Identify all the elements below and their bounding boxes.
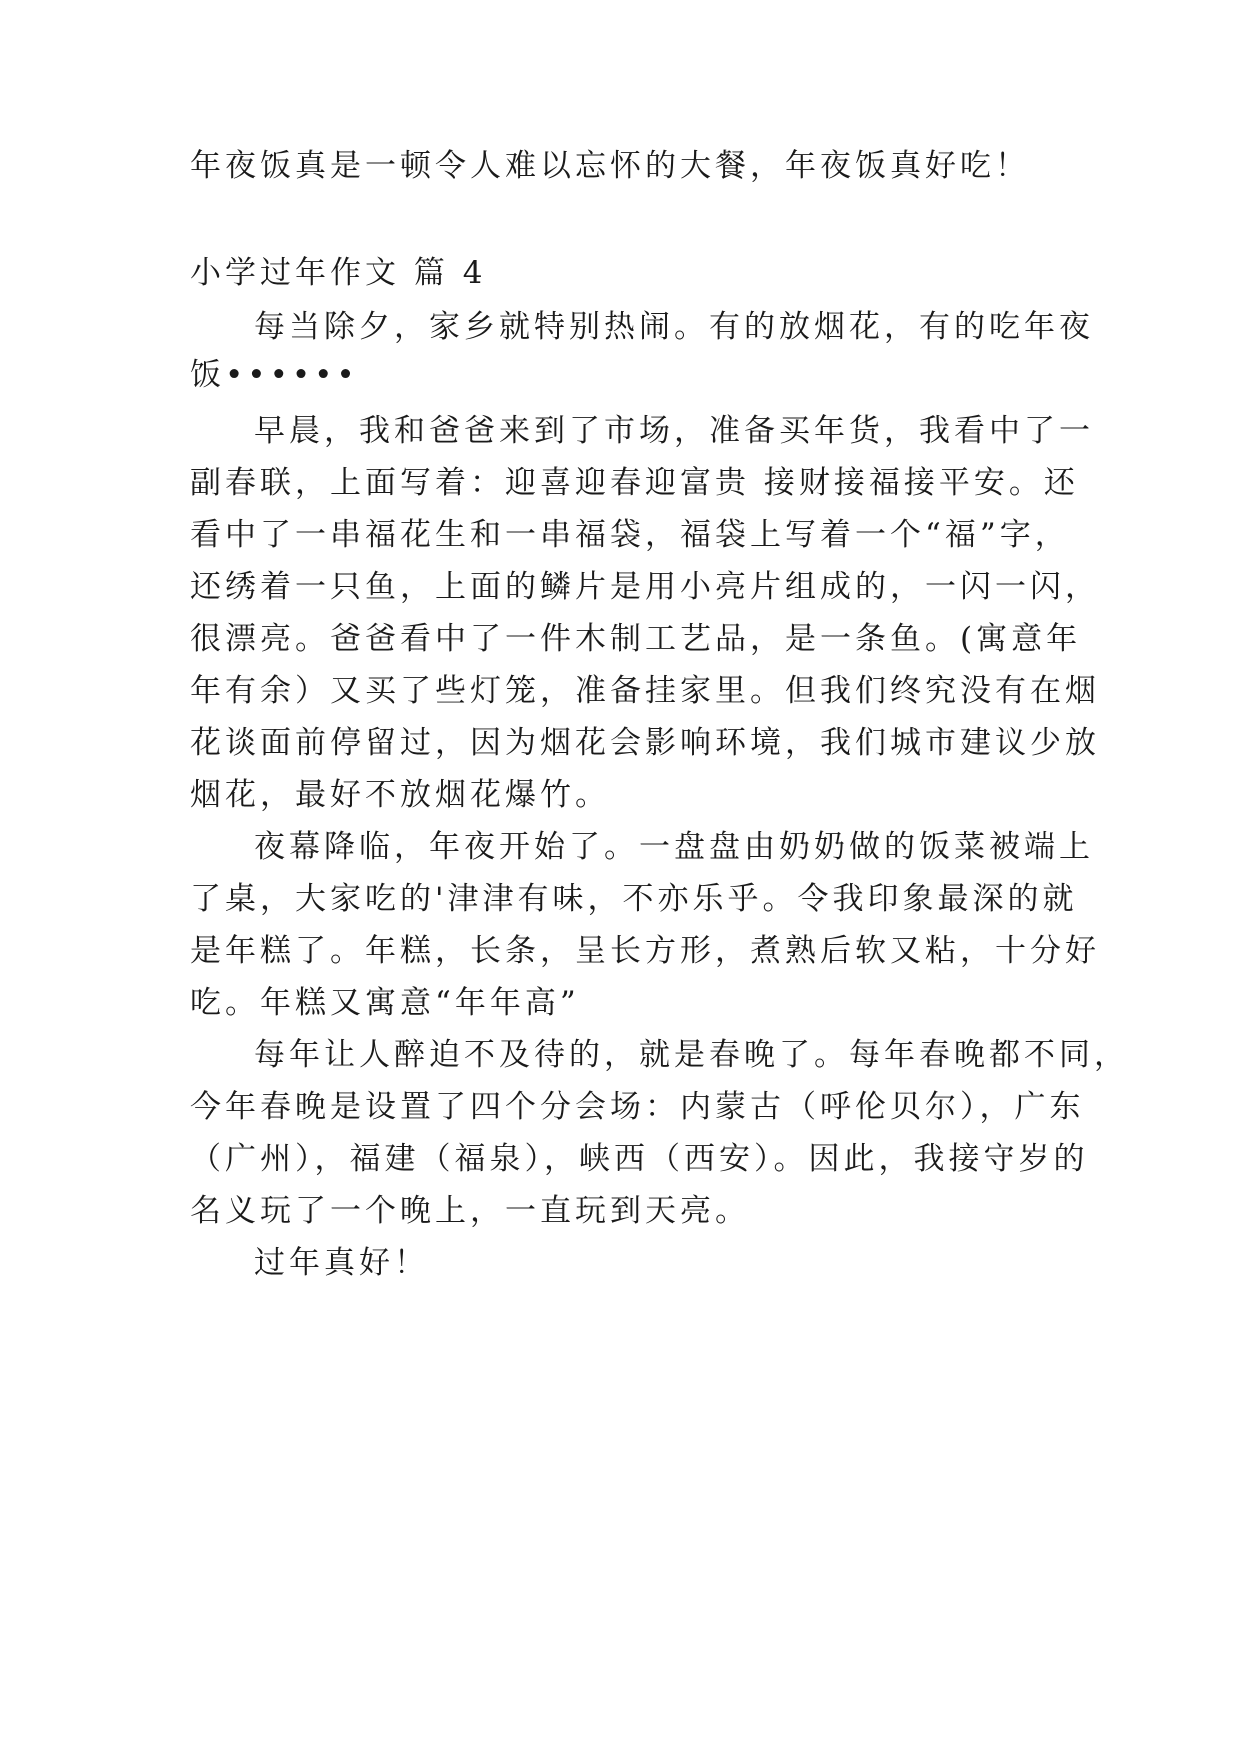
paragraph-line: 还绣着一只鱼，上面的鳞片是用小亮片组成的，一闪一闪， [190, 569, 1100, 605]
section-title: 小学过年作文 篇 4 [190, 255, 487, 291]
paragraph-line: 是年糕了。年糕，长条，呈长方形，煮熟后软又粘，十分好 [190, 933, 1100, 969]
paragraph-line: 了桌，大家吃的'津津有味，不亦乐乎。令我印象最深的就 [190, 881, 1078, 917]
paragraph-line: 每当除夕，家乡就特别热闹。有的放烟花，有的吃年夜 [254, 309, 1094, 345]
paragraph-line: 烟花，最好不放烟花爆竹。 [190, 777, 610, 813]
paragraph-line: 今年春晚是设置了四个分会场：内蒙古（呼伦贝尔），广东 [190, 1089, 1085, 1125]
paragraph-line: 花谈面前停留过，因为烟花会影响环境，我们城市建议少放 [190, 725, 1100, 761]
paragraph-line: 每年让人醉迫不及待的，就是春晚了。每年春晚都不同， [254, 1037, 1129, 1073]
paragraph-line: 夜幕降临，年夜开始了。一盘盘由奶奶做的饭菜被端上 [254, 829, 1094, 865]
carryover-line: 年夜饭真是一顿令人难以忘怀的大餐，年夜饭真好吃！ [190, 148, 1030, 184]
paragraph-line: （广州），福建（福泉），峡西（西安）。因此，我接守岁的 [190, 1141, 1089, 1177]
paragraph-line: 早晨，我和爸爸来到了市场，准备买年货，我看中了一 [254, 413, 1094, 449]
paragraph-line: 副春联，上面写着：迎喜迎春迎富贵 接财接福接平安。还 [190, 465, 1079, 501]
paragraph-line: 过年真好！ [254, 1245, 429, 1281]
paragraph-line: 饭•••••• [190, 357, 359, 393]
paragraph-line: 很漂亮。爸爸看中了一件木制工艺品，是一条鱼。(寓意年 [190, 621, 1082, 657]
paragraph-line: 年有余）又买了些灯笼，准备挂家里。但我们终究没有在烟 [190, 673, 1100, 709]
paragraph-line: 看中了一串福花生和一串福袋，福袋上写着一个“福”字， [190, 517, 1070, 553]
paragraph-line: 吃。年糕又寓意“年年高” [190, 985, 580, 1021]
paragraph-line: 名义玩了一个晚上，一直玩到天亮。 [190, 1193, 750, 1229]
